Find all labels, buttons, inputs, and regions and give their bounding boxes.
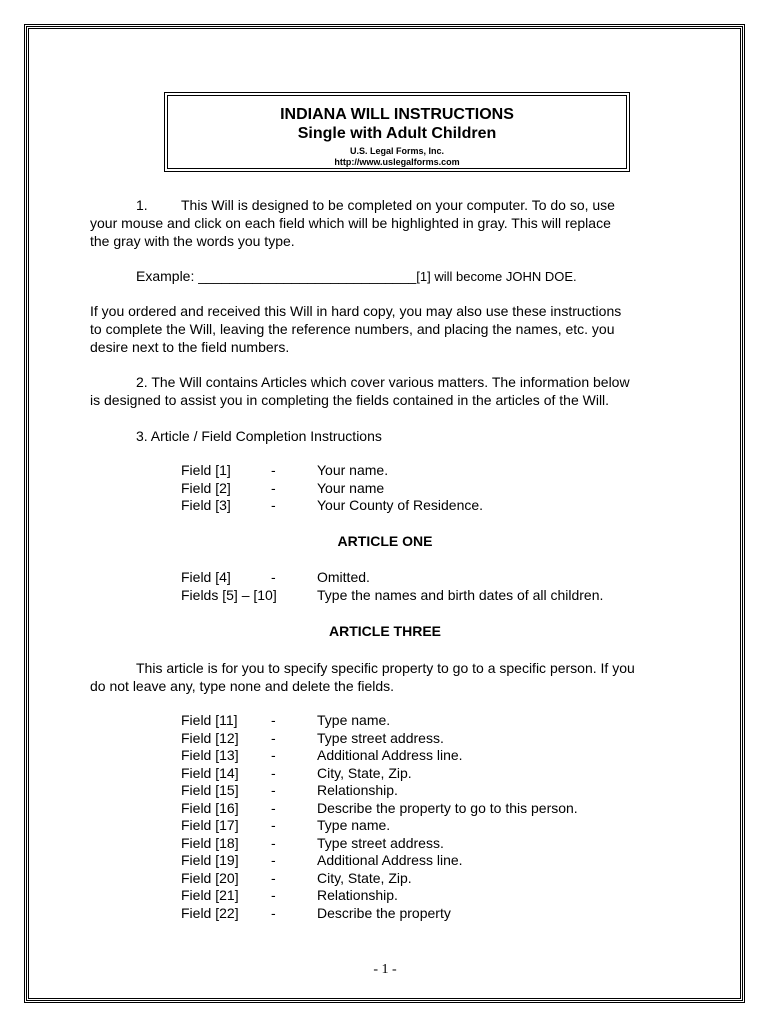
paragraph-2-line1: 2. The Will contains Articles which cover various matters. The information below	[136, 374, 630, 390]
paragraph-2-line2: is designed to assist you in completing the fields contained in the articles of the Will.	[90, 392, 610, 408]
article-one-heading: ARTICLE ONE	[337, 533, 433, 549]
document-title: INDIANA WILL INSTRUCTIONS	[280, 106, 514, 123]
paragraph-2	[90, 373, 690, 409]
list-item: Field [11] - Type name.	[181, 712, 391, 728]
list-item: Field [1] - Your name.	[181, 462, 389, 478]
list-item: Field [13] - Additional Address line.	[181, 747, 463, 763]
list-item: Field [17] - Type name.	[181, 817, 391, 833]
example-result: [1] will become JOHN DOE.	[416, 269, 577, 284]
article-three-paragraph	[90, 659, 690, 695]
list-item: Field [21] - Relationship.	[181, 887, 398, 903]
list-item: Field [19] - Additional Address line.	[181, 852, 463, 868]
list-item: Field [20] - City, State, Zip.	[181, 869, 412, 886]
list-item: Field [15] - Relationship.	[181, 782, 398, 798]
paragraph-hardcopy-line3: desire next to the field numbers.	[90, 339, 290, 355]
list-item: Field [2] - Your name	[181, 479, 385, 496]
paragraph-1-line2: your mouse and click on each field which will be highlighted in gray. This will replace	[90, 215, 611, 231]
paragraph-1-line3: the gray with the words you type.	[90, 233, 295, 249]
page-number: - 1 -	[373, 962, 397, 977]
article-one-fields	[181, 569, 603, 604]
list-item: Field [12] - Type street address.	[181, 729, 444, 746]
paragraph-1-line1: This Will is designed to be completed on your computer. To do so, use	[181, 197, 615, 213]
company-name: U.S. Legal Forms, Inc.	[349, 146, 445, 156]
list-item: Field [22] - Describe the property	[181, 904, 451, 921]
company-url: http://www.uslegalforms.com	[334, 157, 460, 167]
article-three-fields	[181, 712, 578, 922]
list-item: Field [16] - Describe the property to go to this person.	[181, 799, 578, 816]
list-item: Field [18] - Type street address.	[181, 834, 444, 851]
title-box	[164, 92, 630, 172]
paragraph-hardcopy-line1: If you ordered and received this Will in hard copy, you may also use these instructions	[90, 303, 622, 319]
document-subtitle: Single with Adult Children	[297, 125, 497, 142]
paragraph-hardcopy	[90, 302, 690, 356]
fields-intro-list	[181, 462, 483, 515]
paragraph-3: 3. Article / Field Completion Instructions	[136, 428, 382, 444]
paragraph-1	[90, 196, 690, 250]
list-item: Fields [5] – [10] Type the names and birth dates of all children.	[181, 586, 604, 603]
list-item: Field [3] - Your County of Residence.	[181, 497, 484, 513]
paragraph-hardcopy-line2: to complete the Will, leaving the reference numbers, and placing the names, etc. you	[90, 321, 615, 337]
article-three-heading: ARTICLE THREE	[329, 623, 441, 639]
article-three-paragraph-line1: This article is for you to specify specific property to go to a specific person. If you	[136, 660, 635, 676]
article-three-paragraph-line2: do not leave any, type none and delete the fields.	[90, 678, 395, 694]
example-label: Example: ____________________________	[136, 268, 417, 284]
example-line	[90, 267, 696, 286]
list-item: Field [4] - Omitted.	[181, 569, 370, 585]
list-item: Field [14] - City, State, Zip.	[181, 764, 412, 781]
paragraph-1-number: 1.	[136, 197, 148, 213]
